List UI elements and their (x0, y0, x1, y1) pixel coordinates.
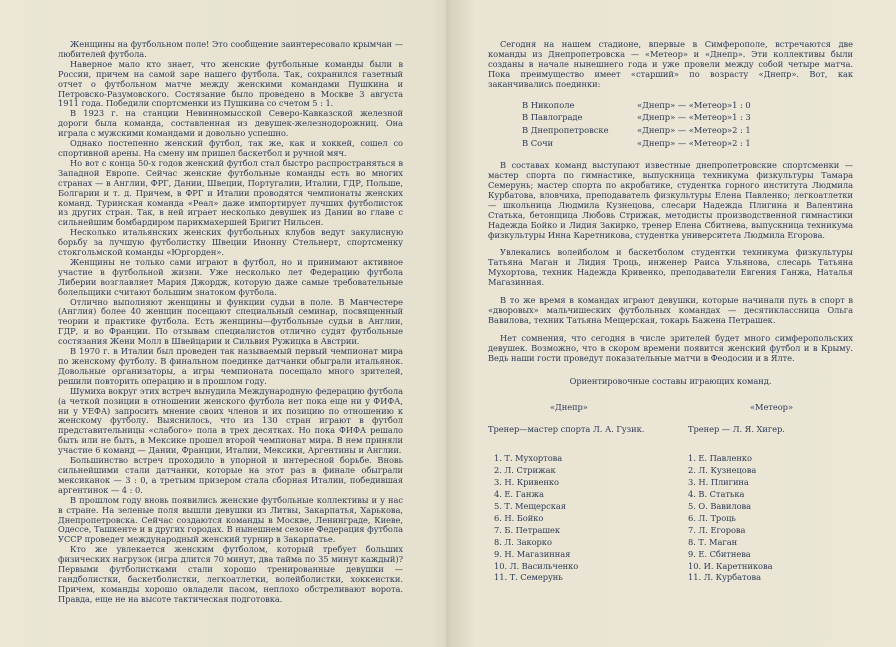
article-paragraph: В составах команд выступают известные днепропетровские спортсменки — мастер спорта по гимнастике, выпускница техникума физкультуры Тамара Семерунь; мастер спорта по акробатике, студентка горного института Людмила Курбатова, вловчиха, преподаватель физкультуры Елена Павленко; легкоатлетки — школьница Людмила Кузнецова, слесари Надежда Плигина и Валентина Статька, бетонщица Любовь Стрижак, методисты производственной гимнастики Надежда Бойко и Лидия Закирко, тренер Елена Сбитнева, выпускница техникума физкультуры Инна Каретникова, студентка университета Людмила Егорова. (488, 160, 853, 240)
right-article (488, 40, 853, 603)
list-item: 3. Н. Плигина (688, 477, 749, 488)
article-paragraph: Женщины не только сами играют в футбол, но и принимают активное участие в футбольной жизни. Уже несколько лет Федерацию футбола Либерии возглавляет Мария Джордж, которую даже самые требовательные болельщики считают большим знатоком футбола. (58, 256, 403, 297)
match-teams: «Днепр» — «Метеор» (637, 99, 733, 110)
right-page (452, 0, 896, 647)
list-item: 9. Е. Сбитнева (688, 548, 751, 559)
list-item: 10. Л. Васильченко (494, 560, 579, 571)
match-score: 1 : 3 (732, 112, 751, 123)
article-paragraph: Шумиха вокруг этих встреч вынудила Международную федерацию футбола (а четкой позиции в отношении женского футбола нет пока еще ни у ФИФА, ни у УЕФА) запросить мнение своих членов и их позицию по отношению к женскому футболу. Выяснилось, что из 130 стран играют в футбол представительницы «слабого» пола в трех десятках. Но пока ФИФА решало быть или не быть, в Мексике прошел второй чемпионат мира. В нем приняли участие 6 команд — Дании, Франции, Италии, Мексики, Аргентины и Англии. (58, 385, 403, 456)
match-row (522, 100, 751, 113)
article-paragraph: В прошлом году вновь появились женские футбольные коллективы и у нас в стране. На зеленые поля вышли девушки из Литвы, Закарпатья, Харькова, Днепропетровска. Сейчас создаются команды в Москве, Ленинграде, Киеве, Одессе, Ташкенте и в других городах. В нынешнем сезоне Федерация футбола УССР проведет международный женский турнир в Закарпатье. (58, 494, 403, 545)
list-item: 7. Б. Петрашек (494, 524, 561, 535)
team-b-name: «Метеор» (750, 402, 793, 413)
list-item: 4. В. Статька (688, 489, 745, 500)
list-item: 8. Л. Закорко (494, 536, 552, 547)
match-score: 2 : 1 (732, 125, 751, 136)
team-a-roster (494, 453, 578, 584)
team-b-roster (688, 453, 772, 584)
list-item: 5. О. Вавилова (688, 501, 752, 511)
list-item: 10. И. Каретникова (688, 560, 773, 571)
center-fold (446, 0, 451, 647)
match-city: В Павлограде (522, 112, 583, 123)
match-teams: «Днепр» — «Метеор» (637, 125, 733, 136)
left-article (58, 40, 403, 605)
list-item: 2. Л. Кузнецова (688, 465, 757, 476)
list-item: 1. Т. Мухортова (494, 453, 563, 464)
article-paragraph: Однако постепенно женский футбол, так же, как и хоккей, сошел со спортивной арены. На смену им пришел баскетбол и ручной мяч. (58, 138, 403, 158)
list-item: 3. Н. Кривенко (494, 477, 559, 488)
article-paragraph: Нет сомнения, что сегодня в числе зрителей будет много симферопольских девушек. Возможно, что в скором времени появится женский футбол и в Крыму. Ведь наши гости проведут показательные матчи в Феодосии и в Ялте. (488, 332, 853, 363)
list-item: 5. Т. Мещерская (494, 501, 566, 511)
match-results-table (522, 100, 751, 152)
list-item: 11. Т. Семерунь (494, 572, 563, 583)
list-item: 6. Л. Троць (688, 512, 736, 523)
article-paragraph: Отлично выполняют женщины и функции судьи в поле. В Манчестере (Англия) более 40 женщин посещают специальный семинар, посвященный теории и практике футбола. Есть женщины—футбольные судьи в Англии, ГДР, и во Франции. По отзывам специалистов отлично судят футбольные состязания Жени Молл в Швейцарии и Сильвия Ружицка в Австрии. (58, 296, 403, 347)
article-paragraph: Кто же увлекается женским футболом, который требует больших физических нагрузок (игра длится 70 минут, два тайма по 35 минут каждый)? Первыми футболистками стали хорошо тренированные девушки — гандболистки, баскетболистки, легкоатлетки, волейболистки, хоккеистки. Причем, команды хорошо овладели пасом, неплохо обстреливают ворота. Правда, еще не на высоте тактическая подготовка. (58, 544, 403, 604)
team-b-coach: Тренер — Л. Я. Хигер. (688, 424, 785, 435)
match-teams: «Днепр» — «Метеор» (637, 112, 733, 123)
lineups-title: Ориентировочные составы играющих команд. (569, 376, 772, 387)
list-item: 8. Т. Маган (688, 536, 738, 547)
article-paragraph: В 1970 г. в Италии был проведен так называемый первый чемпионат мира по женскому футболу. В финальном поединке датчанки обыграли итальянок. Довольные организаторы, а игры чемпионата посещало много зрителей, решили повторить операцию и в прошлом году. (58, 346, 403, 386)
list-item: 7. Л. Егорова (688, 524, 746, 535)
article-paragraph: Несколько итальянских женских футбольных клубов ведут закулисную борьбу за лучшую футболистку Швеции Инонну Стельнерт, спортсменку стокгольмской команды «Юргорден». (58, 227, 403, 258)
list-item: 9. Н. Магазинная (494, 548, 571, 559)
intro-paragraph: Сегодня на нашем стадионе, впервые в Симферополе, встречаются две команды из Днепропетровска — «Метеор» и «Днепр». Эти коллективы были созданы в начале нынешнего года и уже провели между собой четыре матча. Пока преимущество имеет «старший» по возрасту «Днепр». Вот, как заканчивались поединки: (488, 39, 853, 89)
rosters (488, 453, 853, 603)
match-city: В Никополе (522, 99, 575, 110)
article-paragraph: Женщины на футбольном поле! Это сообщение заинтересовало крымчан — любителей футбола. (58, 39, 403, 59)
list-item: 6. Н. Бойко (494, 512, 544, 523)
article-paragraph: Наверное мало кто знает, что женские футбольные команды были в России, причем на самой заре нашего футбола. Так, сохранился газетный отчет о футбольном матче между женскими командами Пушкина и Петровско-Разумовского. Состязание было проведено в Москве 3 августа 1911 года. Победили спортсменки из Пушкина со счетом 5 : 1. (58, 58, 403, 109)
match-teams: «Днепр» — «Метеор» (637, 138, 733, 149)
article-paragraph: Но вот с конца 50-х годов женский футбол стал быстро распространяться в Западной Европе. Сейчас женские футбольные команды есть во многих странах — в Англии, ФРГ, Дании, Швеции, Португалии, Италии, ГДР, Польше, Болгарии и т. д. Причем, в ФРГ и Италии проводятся чемпионаты женских команд. Туринская команда «Реал» даже импортирует лучших футболисток из других стран. Так, в ней играет несколько девушек из Дании во главе с сильнейшим бомбардиром парикмахершей Бригит Нильсен. (58, 157, 403, 228)
article-paragraph: Увлекались волейболом и баскетболом студентки техникума физкультуры Татьяна Маган и Лидия Троць, инженер Раиса Ульянова, слесарь Татьяна Мухортова, техник Надежда Кривенко, преподаватели Евгения Ганжа, Наталья Магазинная. (488, 247, 853, 288)
list-item: 1. Е. Павленко (688, 453, 752, 464)
match-row (522, 138, 751, 151)
article-paragraph: Большинство встреч проходило в упорной и интересной борьбе. Вновь сильнейшими стали датчанки, которые на этот раз в финале обыграли мексиканок — 3 : 0, а третьим призером стала сборная Италии, победившая аргентинок — 4 : 0. (58, 455, 403, 495)
team-a-name: «Днепр» (550, 402, 588, 413)
match-city: В Сочи (522, 138, 554, 149)
team-a-coach: Тренер—мастер спорта Л. А. Гузик. (488, 424, 645, 435)
list-item: 4. Е. Ганжа (494, 489, 544, 500)
match-score: 1 : 0 (732, 99, 751, 110)
article-paragraph: В 1923 г. на станции Невинномысской Северо-Кавказской железной дороги была команда, составленная из девушек-железнодорожниц. Она играла с мужскими командами и довольно успешно. (58, 108, 403, 139)
list-item: 2. Л. Стрижак (494, 465, 556, 476)
match-city: В Днепропетровске (522, 125, 609, 136)
article-paragraph: В то же время в командах играют девушки, которые начинали путь в спорт в «дворовых» мальчишеских футбольных командах — десятиклассница Ольга Вавилова, техник Татьяна Мещерская, токарь Бажена Петрашек. (488, 295, 853, 325)
left-page (0, 0, 445, 647)
list-item: 11. Л. Курбатова (688, 572, 761, 583)
match-score: 2 : 1 (732, 138, 751, 149)
match-row (522, 112, 751, 125)
match-row (522, 125, 751, 138)
coaches-row (488, 423, 853, 453)
team-names-row (488, 397, 853, 423)
